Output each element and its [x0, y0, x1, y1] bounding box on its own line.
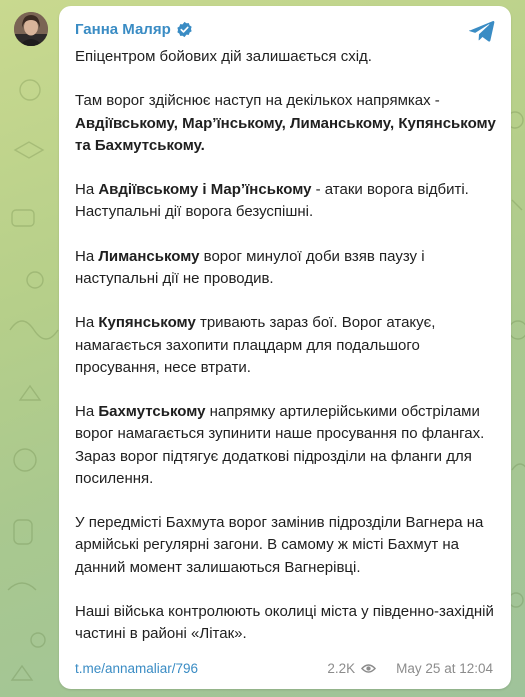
message-meta [327, 661, 493, 676]
author-name[interactable] [75, 21, 193, 38]
message-paragraph [75, 246, 505, 290]
eye-icon [361, 663, 376, 674]
message-text-segment: тривають зараз бої. Ворог атакує, намагається захопити плацдарм для подальшого просування, несе втрати. [75, 314, 436, 376]
direction-highlight: Авдіївському і Мар’їнському [98, 181, 312, 199]
message-paragraph [75, 601, 505, 645]
message-text-segment: На [75, 403, 99, 421]
message-text-segment: Зараз ворог підтягує додаткові підрозділи на фланги для посилення. [75, 447, 472, 487]
message-paragraph [75, 179, 505, 223]
message-header [75, 19, 495, 47]
message-text-segment: На [75, 314, 99, 332]
direction-highlight: Лиманському [98, 247, 200, 265]
message-text-segment: На [75, 181, 99, 199]
message-text-segment: У передмісті Бахмута ворог замінив підрозділи Вагнера на армійські регулярні загони. В самому ж місті Бахмут на данний момент залишаються Вагнерівці. [75, 514, 484, 576]
message-paragraph [75, 90, 505, 157]
author-avatar[interactable] [14, 12, 48, 46]
verified-badge-icon [176, 21, 193, 38]
post-link[interactable]: t.me/annamaliar/796 [75, 660, 199, 676]
direction-highlight: Купянському [98, 314, 196, 332]
message-paragraph [75, 312, 505, 379]
direction-highlight: Бахмутському [98, 403, 206, 421]
message-text-segment: Епіцентром бойових дій залишається схід. [75, 48, 372, 65]
direction-highlight: Авдіївському, Мар’їнському, Лиманському, Купянському та Бахмутському. [75, 114, 496, 154]
message-paragraph [75, 46, 505, 68]
message-text-segment: Наші війська контролюють околиці міста у південно-західній частині в районі «Літак». [75, 602, 494, 643]
message-text [75, 46, 505, 668]
message-footer [75, 658, 493, 678]
message-time: May 25 at 12:04 [396, 660, 493, 676]
message-card [59, 6, 511, 689]
avatar-photo [14, 12, 48, 46]
message-text-segment: На [75, 247, 99, 265]
author-name-text: Ганна Маляр [75, 21, 171, 38]
message-text-segment: ворог минулої доби взяв паузу і наступальні дії не проводив. [75, 247, 425, 287]
message-paragraph [75, 401, 505, 490]
telegram-icon[interactable] [469, 19, 495, 43]
message-text-segment: - атаки ворога відбиті. Наступальні дії ворога безуспішні. [75, 181, 469, 221]
message-paragraph [75, 512, 505, 579]
view-count: 2.2K [327, 660, 356, 676]
message-text-segment: напрямку артилерійськими обстрілами ворог намагається зупинити наше просування по флангах. [75, 403, 485, 443]
message-text-segment: Там ворог здійснює наступ на декількох напрямках - [75, 92, 440, 110]
